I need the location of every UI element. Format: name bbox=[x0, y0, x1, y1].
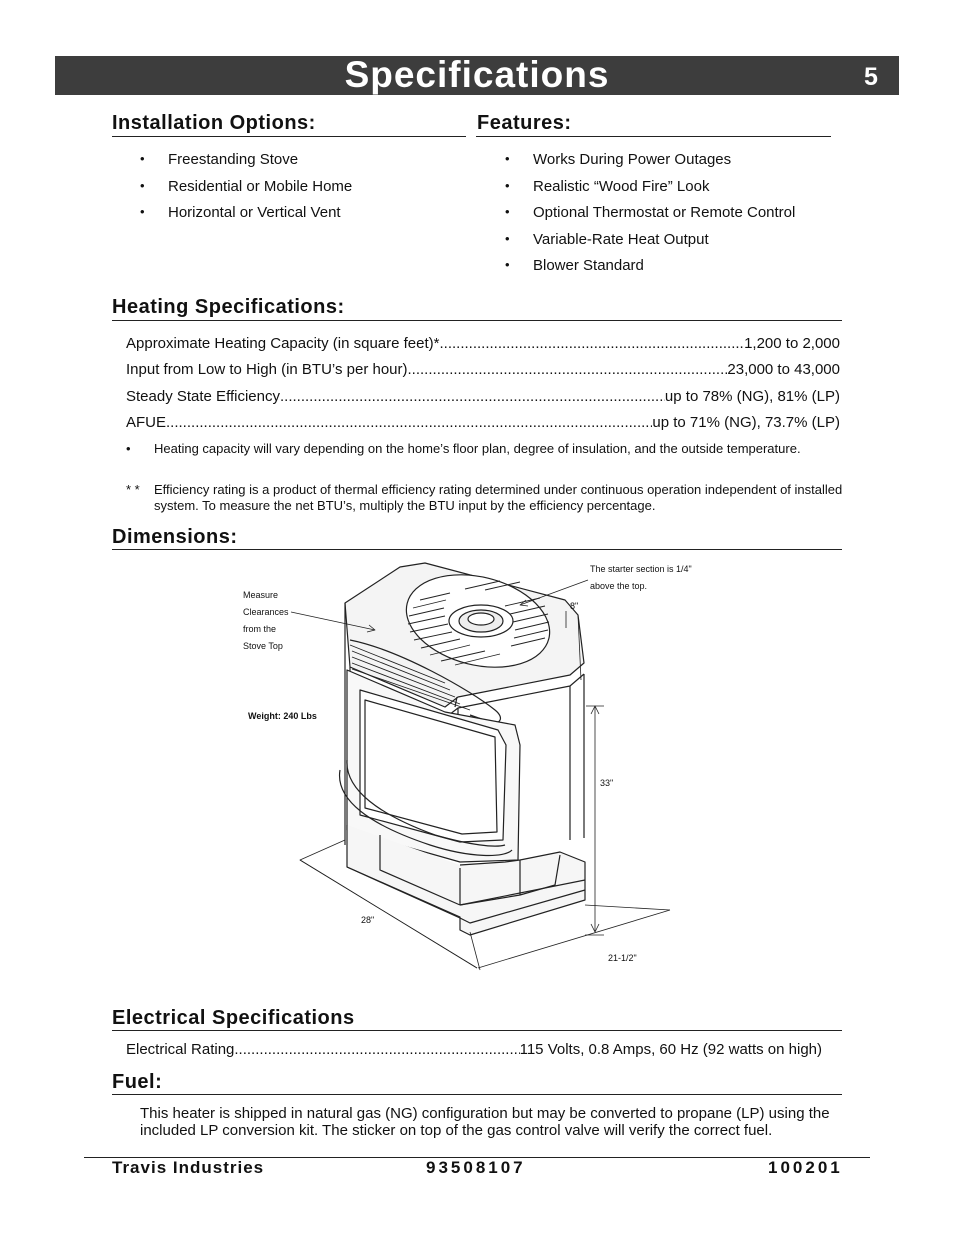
fuel-paragraph: This heater is shipped in natural gas (NG) configuration but may be converted to propane (LP) using the included LP conversion kit. The sticker on top of the gas control valve will verify the correct fuel. bbox=[140, 1105, 830, 1139]
dimensions-heading: Dimensions: bbox=[112, 526, 238, 548]
footnote-mark: * * bbox=[126, 482, 140, 497]
spec-value: up to 78% (NG), 81% (LP) bbox=[664, 388, 840, 405]
spec-label: Input from Low to High (in BTU’s per hour) bbox=[126, 361, 408, 378]
weight-label: Weight: 240 Lbs bbox=[248, 711, 317, 721]
glass-door bbox=[360, 690, 506, 842]
spec-label: Steady State Efficiency bbox=[126, 388, 280, 405]
starter-note: The starter section is 1/4" above the top. bbox=[590, 564, 692, 591]
spec-label: Approximate Heating Capacity (in square feet)* bbox=[126, 335, 440, 352]
height-dimension: 33" bbox=[600, 778, 614, 788]
spec-row-electrical bbox=[126, 1040, 822, 1060]
electrical-heading: Electrical Specifications bbox=[112, 1007, 355, 1029]
leader-dots bbox=[234, 1040, 519, 1060]
footnote-text: Heating capacity will vary depending on the home’s floor plan, degree of insulation, and the outside temperature. bbox=[154, 441, 801, 456]
spec-label: Electrical Rating bbox=[126, 1041, 235, 1058]
footer-company: Travis Industries bbox=[112, 1158, 265, 1177]
heating-heading: Heating Specifications: bbox=[112, 296, 345, 318]
fuel-heading: Fuel: bbox=[112, 1071, 163, 1093]
fuel-rule bbox=[112, 1094, 842, 1095]
spec-label: AFUE bbox=[126, 414, 167, 431]
page-number: 5 bbox=[864, 63, 878, 91]
spec-value: 23,000 to 43,000 bbox=[727, 361, 840, 378]
footnote-mark: • bbox=[126, 441, 131, 456]
spec-value: 115 Volts, 0.8 Amps, 60 Hz (92 watts on high) bbox=[519, 1041, 822, 1058]
features-heading: Features: bbox=[477, 112, 572, 134]
footnote-text: Efficiency rating is a product of thermal efficiency rating determined under continuous operation independent of installed system. To measure the net BTU’s, multiply the BTU input by the efficiency percentage. bbox=[154, 482, 843, 513]
spec-value: 1,200 to 2,000 bbox=[744, 335, 840, 352]
depth-dimension: 21-1/2" bbox=[608, 953, 637, 963]
footer-date: 100201 bbox=[768, 1158, 843, 1177]
width-dimension: 28" bbox=[361, 915, 375, 925]
installation-heading: Installation Options: bbox=[112, 112, 316, 134]
page-title: Specifications bbox=[344, 54, 610, 95]
measure-label: Measure Clearances from the Stove Top bbox=[243, 590, 289, 651]
flue-dimension: 8" bbox=[570, 601, 579, 611]
spec-value: up to 71% (NG), 73.7% (LP) bbox=[652, 414, 840, 431]
footer-part-number: 93508107 bbox=[426, 1158, 526, 1177]
electrical-rule bbox=[112, 1030, 842, 1031]
